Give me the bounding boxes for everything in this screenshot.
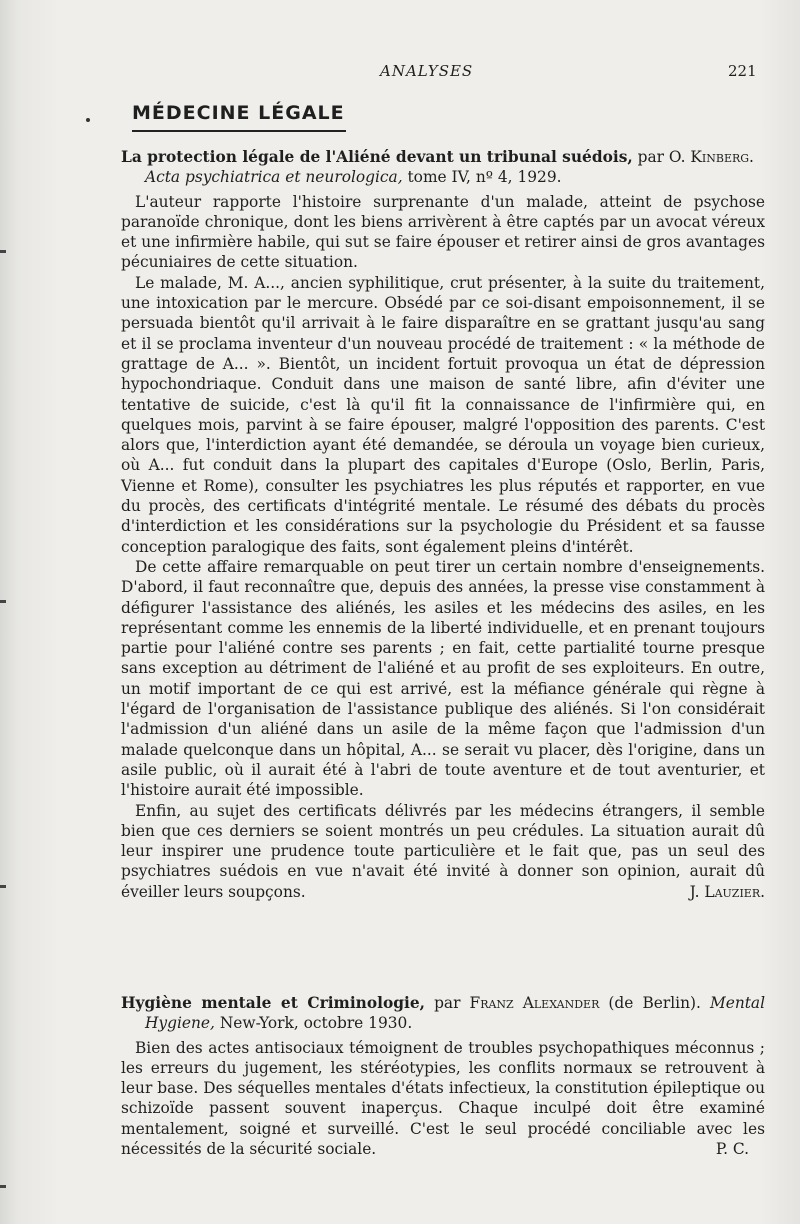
article-1-heading [121, 147, 765, 188]
article-2-title: Hygiène mentale et Criminologie, [121, 994, 426, 1012]
article-1 [121, 147, 765, 902]
article-1-signature: J. Lauzier. [689, 882, 765, 901]
article-1-paragraph: De cette affaire remarquable on peut tirer un certain nombre d'enseignements. D'abord, il faut reconnaître que, depuis des années, la presse vise constamment à défigurer l'assistance des aliénés, les asiles et les médecins des asiles, en les représentant comme les ennemis de la liberté individuelle, et en prenant toujours partie pour l'aliéné contre ses parents ; en fait, cette partialité tourne presque sans exception au détriment de l'aliéné et au profit de ses exploiteurs. En outre, un motif important de ce qui est arrivé, est la méfiance générale qui règne à l'égard de l'organisation de l'assistance publique des aliénés. Si l'on considérait l'admission d'un aliéné dans un asile de la même façon que l'admission d'un malade quelconque dans un hôpital, A... se serait vu placer, dès l'origine, dans un asile public, où il aurait été à l'abri de toute aventure et de tout aventurier, et l'histoire aurait été impossible. [121, 557, 765, 800]
article-1-citation: tome IV, nº 4, 1929. [402, 168, 562, 187]
running-header [0, 62, 800, 84]
binding-mark [0, 250, 6, 253]
article-1-journal: Acta psychiatrica et neurologica, [145, 168, 403, 187]
article-1-paragraph: L'auteur rapporte l'histoire surprenante d'un malade, atteint de psychose paranoïde chronique, dont les biens arrivèrent à être captés par un avocat véreux et une infirmière habile, qui sut se faire épouser et retirer ainsi de gros avantages pécuniaires de cette situation. [121, 192, 765, 272]
article-2-affiliation: (de Berlin). [599, 994, 710, 1012]
binding-mark [0, 885, 6, 888]
article-1-paragraph: Le malade, M. A..., ancien syphilitique, crut présenter, à la suite du traitement, une intoxication par le mercure. Obsédé par ce soi-disant empoisonnement, il se persuada bientôt qu'il arrivait à le faire disparaître en se grattant jusqu'au sang et il se proclama inventeur d'un nouveau procédé de traitement : « la méthode de grattage de A... ». Bientôt, un incident fortuit provoqua un état de dépression hypochondriaque. Conduit dans une maison de santé libre, afin d'éviter une tentative de suicide, c'est là qu'il fit la connaissance de l'infirmière qui, en quelques mois, parvint à se faire épouser, malgré l'opposition des parents. C'est alors que, l'interdiction ayant été demandée, se déroula un voyage bien curieux, où A... fut conduit dans la plupart des capitales d'Europe (Oslo, Berlin, Paris, Vienne et Rome), consulter les psychiatres les plus réputés et rapporter, en vue du procès, des certificats d'intégrité mentale. Le résumé des débats du procès d'interdiction et les considérations sur la psychologie du Président et sa fausse conception paralogique des faits, sont également pleins d'intérêt. [121, 273, 765, 556]
article-2-citation: New-York, octobre 1930. [214, 1014, 413, 1033]
article-1-last-text: Enfin, au sujet des certificats délivrés par les médecins étrangers, il semble bien que ces derniers se soient montrés un peu crédules. La situation aurait dû leur inspirer une prudence toute particulière et le fait que, pas un seul des psychiatres suédois en vue n'avait été invité à donner son opinion, aurait dû éveiller leurs soupçons. [121, 801, 765, 901]
article-1-author: Kinberg. [690, 148, 754, 166]
running-title: ANALYSES [380, 62, 474, 80]
binding-mark [0, 1185, 6, 1188]
article-2-paragraph [121, 1038, 765, 1160]
article-2-author: Franz Alexander [469, 994, 600, 1012]
article-1-by: par O. [632, 148, 691, 166]
article-2-by: par [425, 994, 470, 1012]
binding-mark [0, 600, 6, 603]
article-2-text: Bien des actes antisociaux témoignent de troubles psychopathiques méconnus ; les erreurs du jugement, les stéréotypies, les conflits normaux se retrouvent à leur base. Des séquelles mentales d'états infectieux, la constitution épileptique ou schizoïde passent souvent inaperçus. Chaque inculpé doit être examiné mentalement, soigné et surveillé. C'est le seul procédé conciliable avec les nécessités de la sécurité sociale. [121, 1038, 765, 1159]
page-number: 221 [728, 62, 757, 80]
article-2-journal: Mental Hygiene, [145, 994, 766, 1033]
article-1-paragraph [121, 801, 765, 902]
section-title: MÉDECINE LÉGALE [132, 102, 345, 124]
article-1-title: La protection légale de l'Aliéné devant un tribunal suédois, [121, 148, 633, 166]
article-2-signature: P. C. [715, 1140, 749, 1159]
bullet-mark [86, 118, 90, 122]
article-2-heading [121, 993, 765, 1034]
section-underline [132, 130, 346, 132]
article-2 [121, 993, 765, 1159]
